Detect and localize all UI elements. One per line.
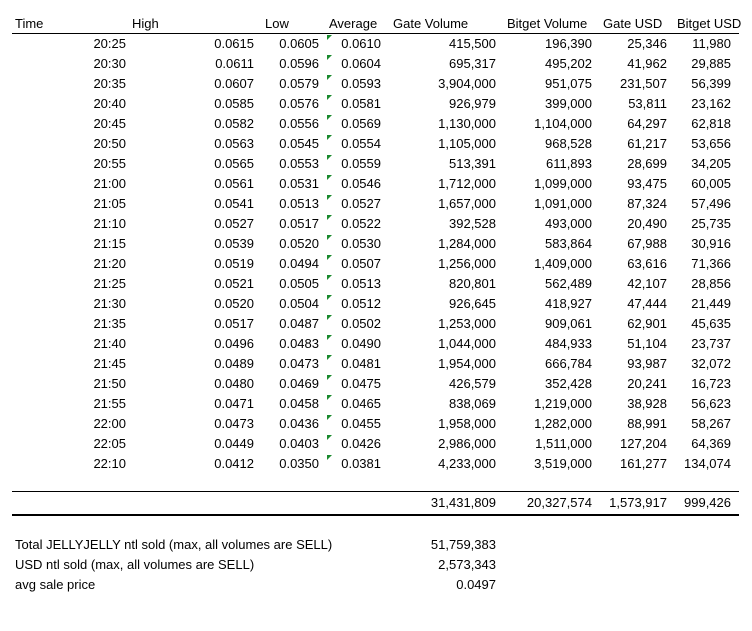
cell-low: 0.0520 <box>279 236 319 251</box>
cell-gate-volume: 4,233,000 <box>438 456 496 471</box>
cell-gate-usd: 53,811 <box>628 96 667 111</box>
cell-high: 0.0582 <box>214 116 254 131</box>
cell-average: 0.0465 <box>341 396 381 411</box>
header-low: Low <box>265 16 289 31</box>
cell-gate-usd: 161,277 <box>620 456 667 471</box>
cell-bitget-usd: 71,366 <box>691 256 731 271</box>
cell-low: 0.0436 <box>279 416 319 431</box>
cell-time: 22:10 <box>93 456 126 471</box>
cell-gate-volume: 415,500 <box>449 36 496 51</box>
cell-low: 0.0473 <box>279 356 319 371</box>
cell-gate-volume: 838,069 <box>449 396 496 411</box>
cell-time: 20:35 <box>93 76 126 91</box>
cell-time: 21:20 <box>93 256 126 271</box>
cell-gate-usd: 51,104 <box>627 336 667 351</box>
totals-bottom-border <box>12 514 739 516</box>
cell-gate-volume: 820,801 <box>449 276 496 291</box>
cell-average: 0.0475 <box>341 376 381 391</box>
cell-average: 0.0559 <box>341 156 381 171</box>
cell-high: 0.0521 <box>214 276 254 291</box>
cell-high: 0.0563 <box>214 136 254 151</box>
cell-time: 21:30 <box>93 296 126 311</box>
totals-top-border <box>12 491 739 492</box>
cell-high: 0.0615 <box>214 36 254 51</box>
cell-gate-volume: 426,579 <box>449 376 496 391</box>
cell-time: 21:25 <box>93 276 126 291</box>
cell-bitget-volume: 484,933 <box>545 336 592 351</box>
cell-gate-volume: 1,044,000 <box>438 336 496 351</box>
cell-time: 21:50 <box>93 376 126 391</box>
cell-low: 0.0579 <box>279 76 319 91</box>
cell-average: 0.0426 <box>341 436 381 451</box>
cell-average: 0.0527 <box>341 196 381 211</box>
cell-time: 21:00 <box>93 176 126 191</box>
summary-value-usd-sold: 2,573,343 <box>438 557 496 572</box>
cell-low: 0.0494 <box>279 256 319 271</box>
cell-low: 0.0505 <box>279 276 319 291</box>
cell-gate-usd: 231,507 <box>620 76 667 91</box>
cell-low: 0.0487 <box>279 316 319 331</box>
cell-time: 22:00 <box>93 416 126 431</box>
cell-bitget-usd: 30,916 <box>691 236 731 251</box>
cell-average: 0.0554 <box>341 136 381 151</box>
cell-gate-volume: 1,712,000 <box>438 176 496 191</box>
formula-indicator-icon <box>327 455 332 460</box>
cell-bitget-usd: 23,737 <box>691 336 731 351</box>
cell-bitget-volume: 1,104,000 <box>534 116 592 131</box>
cell-time: 21:10 <box>93 216 126 231</box>
cell-time: 20:30 <box>93 56 126 71</box>
cell-high: 0.0541 <box>214 196 254 211</box>
header-bitget-volume: Bitget Volume <box>507 16 588 31</box>
cell-gate-volume: 695,317 <box>449 56 496 71</box>
cell-low: 0.0513 <box>279 196 319 211</box>
cell-average: 0.0512 <box>341 296 381 311</box>
summary-label-usd-sold: USD ntl sold (max, all volumes are SELL) <box>15 557 255 572</box>
cell-bitget-usd: 56,399 <box>691 76 731 91</box>
cell-gate-usd: 88,991 <box>627 416 667 431</box>
formula-indicator-icon <box>327 115 332 120</box>
cell-gate-usd: 87,324 <box>627 196 667 211</box>
cell-bitget-volume: 968,528 <box>545 136 592 151</box>
cell-time: 22:05 <box>93 436 126 451</box>
cell-bitget-volume: 3,519,000 <box>534 456 592 471</box>
cell-gate-volume: 926,645 <box>449 296 496 311</box>
cell-gate-usd: 47,444 <box>627 296 667 311</box>
cell-average: 0.0490 <box>341 336 381 351</box>
summary-value-avg-price: 0.0497 <box>456 577 496 592</box>
formula-indicator-icon <box>327 275 332 280</box>
formula-indicator-icon <box>327 375 332 380</box>
cell-bitget-usd: 16,723 <box>691 376 731 391</box>
cell-gate-volume: 3,904,000 <box>438 76 496 91</box>
cell-gate-volume: 513,391 <box>449 156 496 171</box>
formula-indicator-icon <box>327 35 332 40</box>
cell-gate-volume: 1,253,000 <box>438 316 496 331</box>
cell-low: 0.0504 <box>279 296 319 311</box>
cell-bitget-usd: 57,496 <box>691 196 731 211</box>
cell-bitget-volume: 1,511,000 <box>535 436 592 451</box>
header-time: Time <box>15 16 44 31</box>
cell-low: 0.0517 <box>279 216 319 231</box>
cell-average: 0.0513 <box>341 276 381 291</box>
cell-average: 0.0530 <box>341 236 381 251</box>
cell-gate-usd: 42,107 <box>627 276 667 291</box>
formula-indicator-icon <box>327 175 332 180</box>
cell-bitget-volume: 495,202 <box>545 56 592 71</box>
formula-indicator-icon <box>327 195 332 200</box>
cell-time: 20:40 <box>93 96 126 111</box>
cell-high: 0.0527 <box>214 216 254 231</box>
cell-gate-volume: 1,954,000 <box>438 356 496 371</box>
total-gate-volume: 31,431,809 <box>430 495 496 510</box>
cell-bitget-volume: 666,784 <box>545 356 592 371</box>
cell-high: 0.0607 <box>214 76 254 91</box>
cell-low: 0.0576 <box>279 96 319 111</box>
cell-gate-usd: 93,987 <box>627 356 667 371</box>
cell-average: 0.0569 <box>341 116 381 131</box>
formula-indicator-icon <box>327 55 332 60</box>
cell-time: 21:40 <box>93 336 126 351</box>
formula-indicator-icon <box>327 155 332 160</box>
cell-bitget-volume: 1,409,000 <box>534 256 592 271</box>
cell-bitget-volume: 418,927 <box>545 296 592 311</box>
cell-time: 20:45 <box>93 116 126 131</box>
cell-low: 0.0545 <box>279 136 319 151</box>
cell-low: 0.0556 <box>279 116 319 131</box>
cell-time: 21:55 <box>93 396 126 411</box>
cell-bitget-usd: 134,074 <box>684 456 731 471</box>
cell-gate-usd: 20,490 <box>627 216 667 231</box>
cell-average: 0.0593 <box>341 76 381 91</box>
formula-indicator-icon <box>327 415 332 420</box>
cell-average: 0.0481 <box>341 356 381 371</box>
cell-bitget-volume: 1,099,000 <box>534 176 592 191</box>
formula-indicator-icon <box>327 315 332 320</box>
cell-low: 0.0469 <box>279 376 319 391</box>
cell-bitget-usd: 28,856 <box>691 276 731 291</box>
cell-bitget-usd: 29,885 <box>691 56 731 71</box>
cell-high: 0.0480 <box>214 376 254 391</box>
header-average: Average <box>329 16 378 31</box>
cell-time: 20:25 <box>93 36 126 51</box>
cell-bitget-volume: 399,000 <box>545 96 592 111</box>
cell-time: 21:15 <box>93 236 126 251</box>
cell-gate-usd: 127,204 <box>620 436 667 451</box>
summary-label-avg-price: avg sale price <box>15 577 96 592</box>
formula-indicator-icon <box>327 75 332 80</box>
cell-average: 0.0581 <box>341 96 381 111</box>
summary-label-total-sold: Total JELLYJELLY ntl sold (max, all volumes are SELL) <box>15 537 333 552</box>
cell-high: 0.0517 <box>214 316 254 331</box>
cell-gate-usd: 38,928 <box>627 396 667 411</box>
formula-indicator-icon <box>327 95 332 100</box>
header-gate-usd: Gate USD <box>603 16 663 31</box>
cell-bitget-volume: 493,000 <box>545 216 592 231</box>
cell-time: 21:45 <box>93 356 126 371</box>
cell-bitget-volume: 909,061 <box>545 316 592 331</box>
cell-gate-usd: 41,962 <box>627 56 667 71</box>
cell-time: 21:35 <box>93 316 126 331</box>
summary-value-total-sold: 51,759,383 <box>430 537 496 552</box>
formula-indicator-icon <box>327 295 332 300</box>
cell-high: 0.0539 <box>214 236 254 251</box>
header-high: High <box>132 16 159 31</box>
formula-indicator-icon <box>327 215 332 220</box>
cell-bitget-usd: 64,369 <box>691 436 731 451</box>
cell-bitget-volume: 611,893 <box>545 156 592 171</box>
cell-high: 0.0585 <box>214 96 254 111</box>
cell-high: 0.0496 <box>214 336 254 351</box>
cell-bitget-volume: 196,390 <box>545 36 592 51</box>
cell-gate-volume: 1,657,000 <box>438 196 496 211</box>
cell-gate-usd: 67,988 <box>627 236 667 251</box>
cell-high: 0.0473 <box>214 416 254 431</box>
formula-indicator-icon <box>327 335 332 340</box>
formula-indicator-icon <box>327 255 332 260</box>
cell-bitget-volume: 951,075 <box>545 76 592 91</box>
cell-gate-volume: 1,130,000 <box>438 116 496 131</box>
header-gate-volume: Gate Volume <box>393 16 469 31</box>
cell-average: 0.0455 <box>341 416 381 431</box>
cell-gate-usd: 63,616 <box>627 256 667 271</box>
cell-bitget-usd: 53,656 <box>691 136 731 151</box>
cell-high: 0.0611 <box>215 56 254 71</box>
cell-gate-usd: 25,346 <box>627 36 667 51</box>
cell-high: 0.0471 <box>214 396 254 411</box>
formula-indicator-icon <box>327 135 332 140</box>
cell-low: 0.0458 <box>279 396 319 411</box>
total-gate-usd: 1,573,917 <box>609 495 667 510</box>
cell-low: 0.0605 <box>279 36 319 51</box>
cell-average: 0.0610 <box>341 36 381 51</box>
cell-average: 0.0546 <box>341 176 381 191</box>
cell-high: 0.0489 <box>214 356 254 371</box>
cell-high: 0.0449 <box>214 436 254 451</box>
cell-average: 0.0604 <box>341 56 381 71</box>
cell-gate-volume: 1,105,000 <box>438 136 496 151</box>
cell-high: 0.0520 <box>214 296 254 311</box>
cell-bitget-usd: 56,623 <box>691 396 731 411</box>
cell-gate-usd: 20,241 <box>627 376 667 391</box>
cell-time: 21:05 <box>93 196 126 211</box>
cell-average: 0.0522 <box>341 216 381 231</box>
cell-low: 0.0483 <box>279 336 319 351</box>
cell-gate-usd: 62,901 <box>627 316 667 331</box>
cell-low: 0.0531 <box>279 176 319 191</box>
cell-high: 0.0561 <box>214 176 254 191</box>
cell-bitget-usd: 32,072 <box>691 356 731 371</box>
formula-indicator-icon <box>327 235 332 240</box>
cell-average: 0.0502 <box>341 316 381 331</box>
cell-bitget-usd: 21,449 <box>691 296 731 311</box>
cell-bitget-volume: 583,864 <box>545 236 592 251</box>
cell-high: 0.0565 <box>214 156 254 171</box>
cell-time: 20:50 <box>93 136 126 151</box>
cell-bitget-usd: 25,735 <box>691 216 731 231</box>
cell-bitget-usd: 11,980 <box>692 36 731 51</box>
cell-bitget-volume: 1,282,000 <box>534 416 592 431</box>
cell-gate-volume: 1,958,000 <box>438 416 496 431</box>
total-bitget-volume: 20,327,574 <box>526 495 592 510</box>
cell-bitget-usd: 60,005 <box>691 176 731 191</box>
cell-gate-volume: 926,979 <box>449 96 496 111</box>
cell-low: 0.0403 <box>279 436 319 451</box>
cell-gate-usd: 28,699 <box>627 156 667 171</box>
cell-bitget-volume: 1,091,000 <box>534 196 592 211</box>
header-bitget-usd: Bitget USD <box>677 16 742 31</box>
cell-low: 0.0596 <box>279 56 319 71</box>
formula-indicator-icon <box>327 435 332 440</box>
cell-bitget-usd: 45,635 <box>691 316 731 331</box>
cell-high: 0.0519 <box>214 256 254 271</box>
cell-bitget-usd: 62,818 <box>691 116 731 131</box>
cell-bitget-volume: 1,219,000 <box>534 396 592 411</box>
cell-gate-volume: 1,256,000 <box>438 256 496 271</box>
formula-indicator-icon <box>327 355 332 360</box>
cell-low: 0.0553 <box>279 156 319 171</box>
cell-bitget-volume: 352,428 <box>545 376 592 391</box>
cell-average: 0.0507 <box>341 256 381 271</box>
cell-gate-volume: 392,528 <box>449 216 496 231</box>
cell-low: 0.0350 <box>279 456 319 471</box>
total-bitget-usd: 999,426 <box>684 495 731 510</box>
cell-bitget-usd: 58,267 <box>691 416 731 431</box>
formula-indicator-icon <box>327 395 332 400</box>
cell-gate-usd: 61,217 <box>627 136 667 151</box>
cell-time: 20:55 <box>93 156 126 171</box>
cell-bitget-usd: 34,205 <box>691 156 731 171</box>
cell-gate-volume: 1,284,000 <box>438 236 496 251</box>
cell-average: 0.0381 <box>341 456 381 471</box>
cell-gate-volume: 2,986,000 <box>438 436 496 451</box>
cell-gate-usd: 64,297 <box>627 116 667 131</box>
cell-gate-usd: 93,475 <box>627 176 667 191</box>
cell-bitget-usd: 23,162 <box>691 96 731 111</box>
cell-high: 0.0412 <box>214 456 254 471</box>
cell-bitget-volume: 562,489 <box>545 276 592 291</box>
